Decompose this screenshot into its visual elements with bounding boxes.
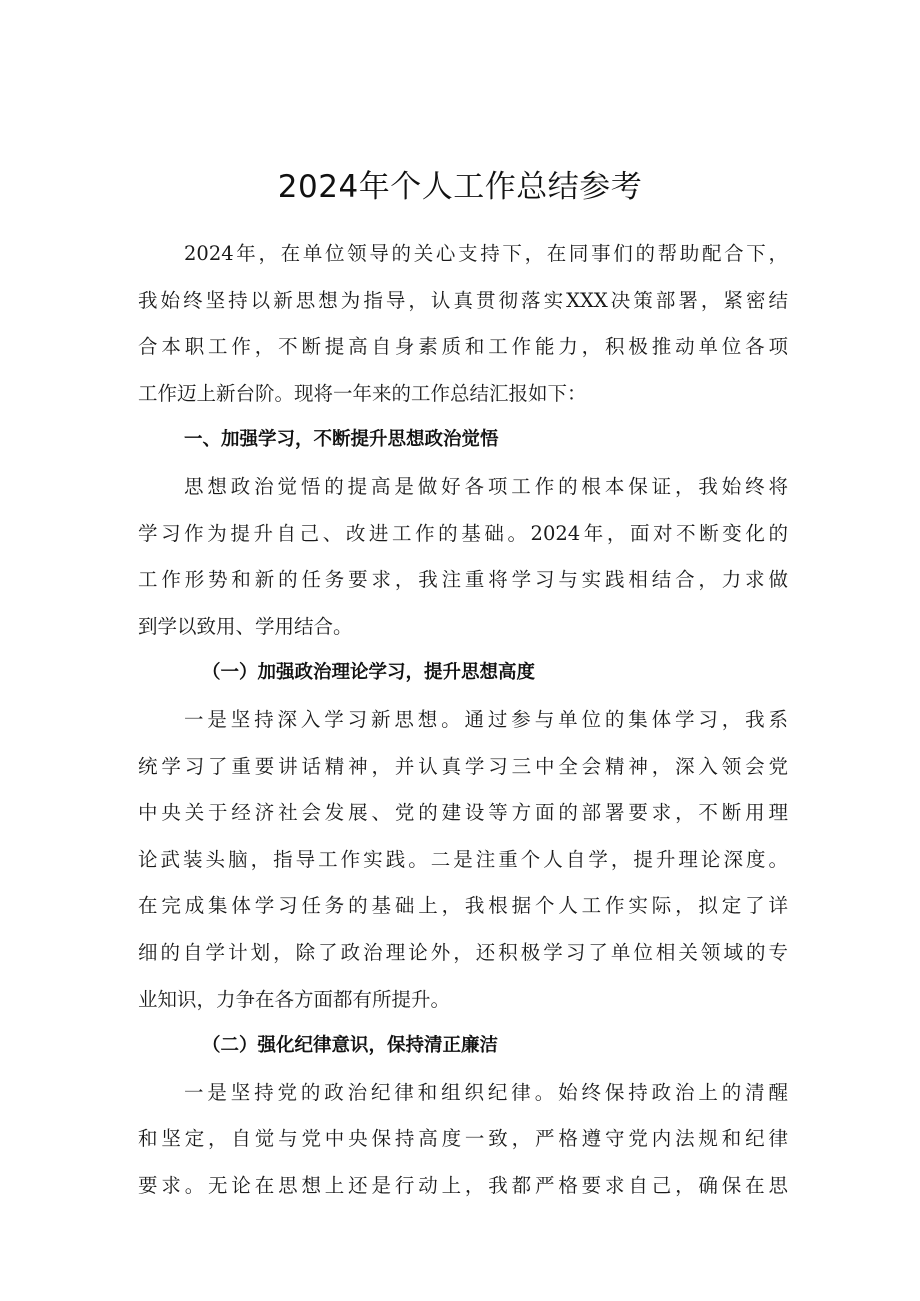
paragraph-line: 中央关于经济社会发展、党的建设等方面的部署要求，不断用理: [138, 801, 788, 825]
paragraph-line: 工作形势和新的任务要求，我注重将学习与实践相结合，力求做: [138, 568, 788, 592]
paragraph-line: 到学以致用、学用结合。: [138, 614, 353, 638]
paragraph-line: 一是坚持深入学习新思想。通过参与单位的集体学习，我系: [184, 707, 788, 731]
paragraph-line: 我始终坚持以新思想为指导，认真贯彻落实XXX决策部署，紧密结: [138, 288, 788, 312]
subsection-heading-1: （一）加强政治理论学习，提升思想高度: [202, 662, 536, 684]
paragraph-line: 一是坚持党的政治纪律和组织纪律。始终保持政治上的清醒: [184, 1080, 788, 1104]
paragraph-line: 和坚定，自觉与党中央保持高度一致，严格遵守党内法规和纪律: [138, 1127, 788, 1151]
paragraph-line: 要求。无论在思想上还是行动上，我都严格要求自己，确保在思: [138, 1173, 788, 1197]
document-title: 2024年个人工作总结参考: [277, 169, 643, 205]
paragraph-line: 统学习了重要讲话精神，并认真学习三中全会精神，深入领会党: [138, 754, 788, 778]
paragraph-line: 2024年，在单位领导的关心支持下，在同事们的帮助配合下，: [184, 242, 788, 265]
paragraph-line: 合本职工作，不断提高自身素质和工作能力，积极推动单位各项: [138, 335, 788, 359]
subsection-heading-2: （二）强化纪律意识，保持清正廉洁: [202, 1035, 499, 1057]
paragraph-line: 业知识，力争在各方面都有所提升。: [138, 987, 451, 1011]
document-body: [138, 231, 788, 1209]
paragraph-line: 在完成集体学习任务的基础上，我根据个人工作实际，拟定了详: [138, 894, 788, 918]
paragraph-line: 学习作为提升自己、改进工作的基础。2024年，面对不断变化的: [138, 521, 788, 545]
section-heading-1: 一、加强学习，不断提升思想政治觉悟: [184, 429, 499, 451]
paragraph-line: 细的自学计划，除了政治理论外，还积极学习了单位相关领域的专: [138, 940, 788, 964]
paragraph-line: 思想政治觉悟的提高是做好各项工作的根本保证，我始终将: [184, 474, 788, 498]
paragraph-line: 工作迈上新台阶。现将一年来的工作总结汇报如下：: [138, 381, 587, 405]
paragraph-line: 论武装头脑，指导工作实践。二是注重个人自学，提升理论深度。: [138, 847, 788, 871]
